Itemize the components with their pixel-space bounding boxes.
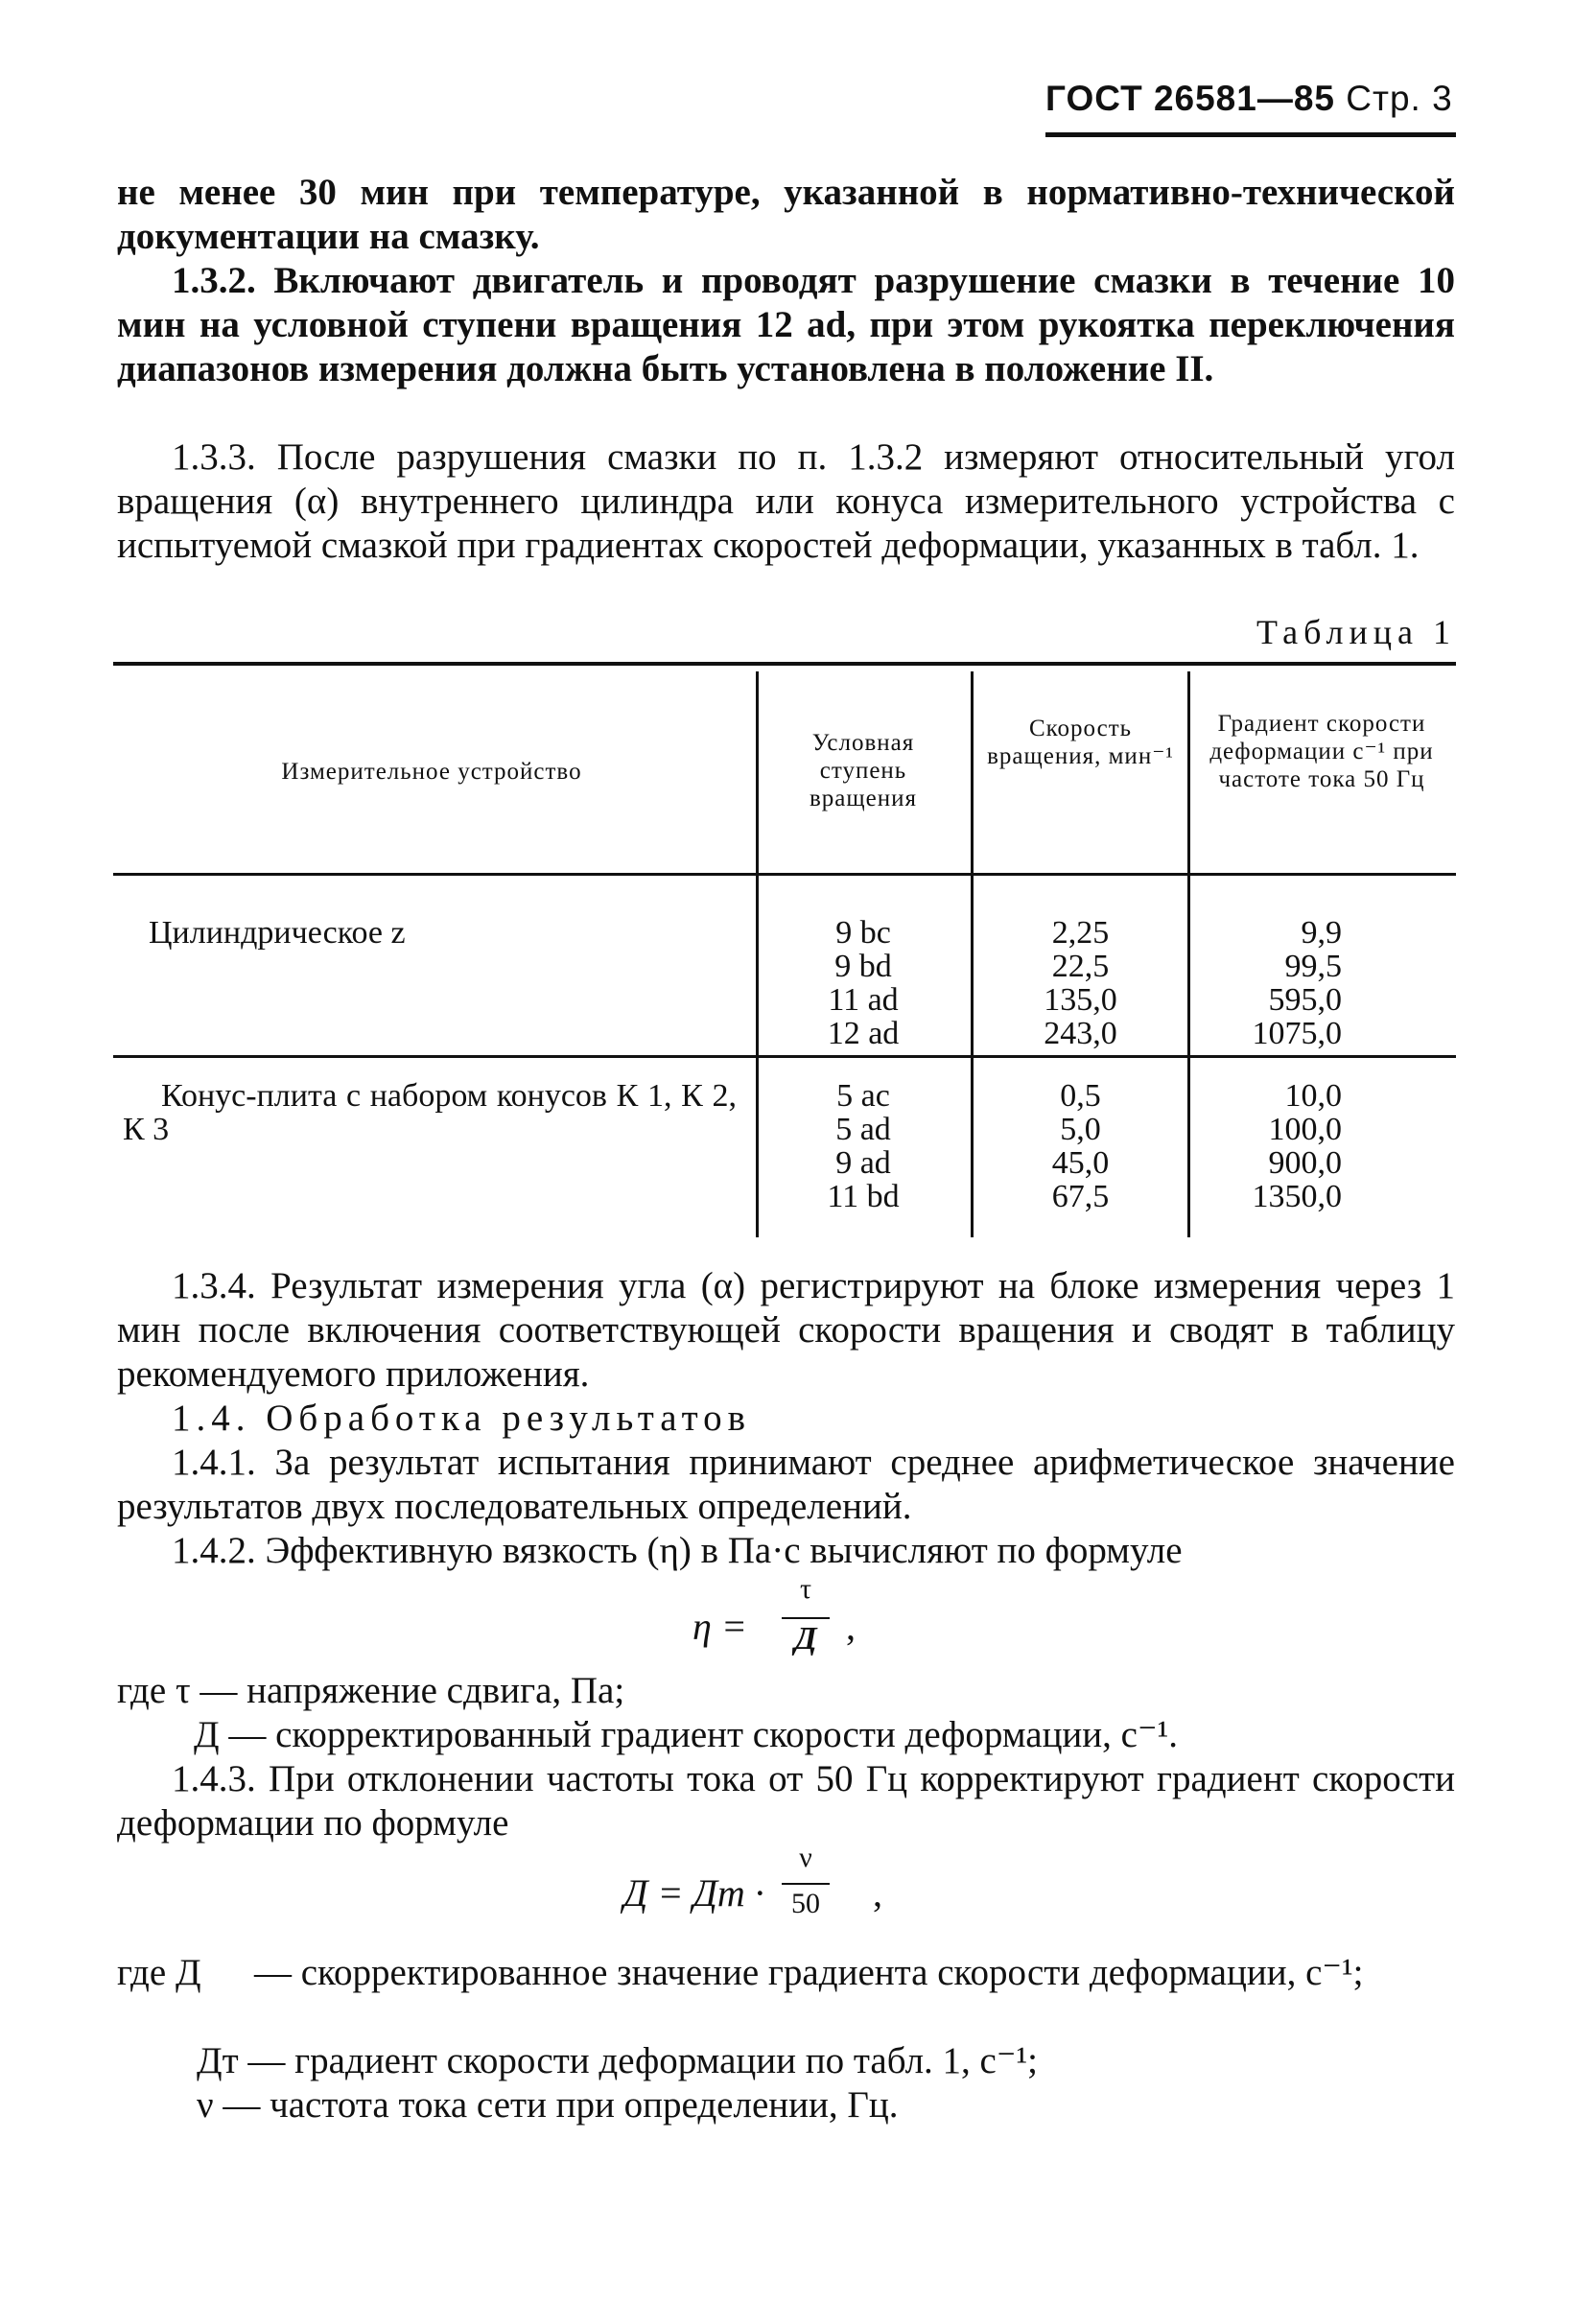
formula-correction-numerator: ν (799, 1842, 812, 1873)
where-nu: ν — частота тока сети при определении, Гц. (197, 2084, 899, 2126)
table-col-divider-3 (1187, 671, 1190, 1237)
formula-correction-lhs: Д = Дт · (623, 1871, 764, 1915)
th-step: Условная ступень вращения (809, 730, 917, 811)
formula-viscosity-fraction-bar (782, 1617, 830, 1619)
paragraph-1-4-1: 1.4.1. За результат испытания принимают среднее арифметическое значение результатов двух последовательных определений. (117, 1442, 1455, 1527)
table-col-divider-1 (756, 671, 759, 1237)
page-header (1045, 79, 1453, 119)
section-heading-1-4: 1.4. Обработка результатов (172, 1398, 752, 1439)
paragraph-1-4-2: 1.4.2. Эффективную вязкость (η) в Па·с вычисляют по формуле (172, 1530, 1183, 1571)
formula-viscosity-comma: , (846, 1605, 856, 1648)
formula-viscosity-numerator: τ (799, 1573, 812, 1605)
paragraph-1-3-4: 1.3.4. Результат измерения угла (α) регистрируют на блоке измерения через 1 мин после включения соответствующей скорости вращения и сводят в таблицу рекомендуемого приложения. (117, 1265, 1455, 1395)
paragraph-continuation: не менее 30 мин при температуре, указанной в нормативно-технической документации на смазку. (117, 172, 1455, 257)
paragraph-1-3-3: 1.3.3. После разрушения смазки по п. 1.3.2 измеряют относительный угол вращения (α) внутреннего цилиндра или конуса измерительного устройства с испытуемой смазкой при градиентах скоростей деформации, указанных в табл. 1. (117, 436, 1455, 566)
steps-cylinder: 9 bc 9 bd 11 ad 12 ad (827, 915, 900, 1051)
speeds-cone-plate: 0,5 5,0 45,0 67,5 (1051, 1078, 1110, 1214)
page-number: Стр. 3 (1346, 79, 1453, 118)
steps-cone-plate: 5 ac 5 ad 9 ad 11 bd (827, 1078, 900, 1214)
header-underline (1045, 132, 1456, 137)
formula-correction-fraction-bar (782, 1883, 830, 1885)
table-top-rule (113, 662, 1456, 666)
formula-correction-denominator: 50 (791, 1888, 820, 1919)
device-cone-plate: Конус-плита с набором конусов К 1, К 2, К 3 (123, 1078, 737, 1147)
where-tau: где τ — напряжение сдвига, Па; (117, 1670, 625, 1711)
th-speed: Скорость вращения, мин⁻¹ (987, 716, 1174, 769)
where-d: Д — скорректированный градиент скорости деформации, с⁻¹. (194, 1714, 1179, 1755)
where-d-corrected-label: где Д (117, 1952, 201, 1993)
th-device: Измерительное устройство (281, 759, 582, 785)
table-col-divider-2 (971, 671, 974, 1237)
th-gradient: Градиент скорости деформации с⁻¹ при частоте тока 50 Гц (1209, 711, 1434, 792)
speeds-cylinder: 2,25 22,5 135,0 243,0 (1044, 915, 1117, 1051)
table-group-rule (113, 1055, 1456, 1058)
doc-number: ГОСТ 26581—85 (1045, 79, 1335, 118)
where-d-corrected-text: — скорректированное значение градиента скорости деформации, с⁻¹; (254, 1952, 1364, 1993)
paragraph-1-3-2: 1.3.2. Включают двигатель и проводят разрушение смазки в течение 10 мин на условной ступени вращения 12 ad, при этом рукоятка переключения диапазонов измерения должна быть установлена в положение II. (117, 260, 1455, 389)
device-cylinder: Цилиндрическое z (149, 915, 406, 951)
formula-correction-comma: , (873, 1871, 882, 1915)
formula-viscosity-lhs: η = (692, 1605, 747, 1648)
table-header-rule (113, 873, 1456, 876)
paragraph-1-4-3: 1.4.3. При отклонении частоты тока от 50 Гц корректируют градиент скорости деформации по формуле (117, 1758, 1455, 1844)
gradients-cylinder: 9,9 99,5 595,0 1075,0 (1252, 915, 1342, 1051)
table-caption: Таблица 1 (1256, 613, 1456, 651)
formula-viscosity-denominator: Д (794, 1621, 817, 1657)
gradients-cone-plate: 10,0 100,0 900,0 1350,0 (1252, 1078, 1342, 1214)
where-dt: Дт — градиент скорости деформации по табл. 1, с⁻¹; (197, 2040, 1038, 2081)
